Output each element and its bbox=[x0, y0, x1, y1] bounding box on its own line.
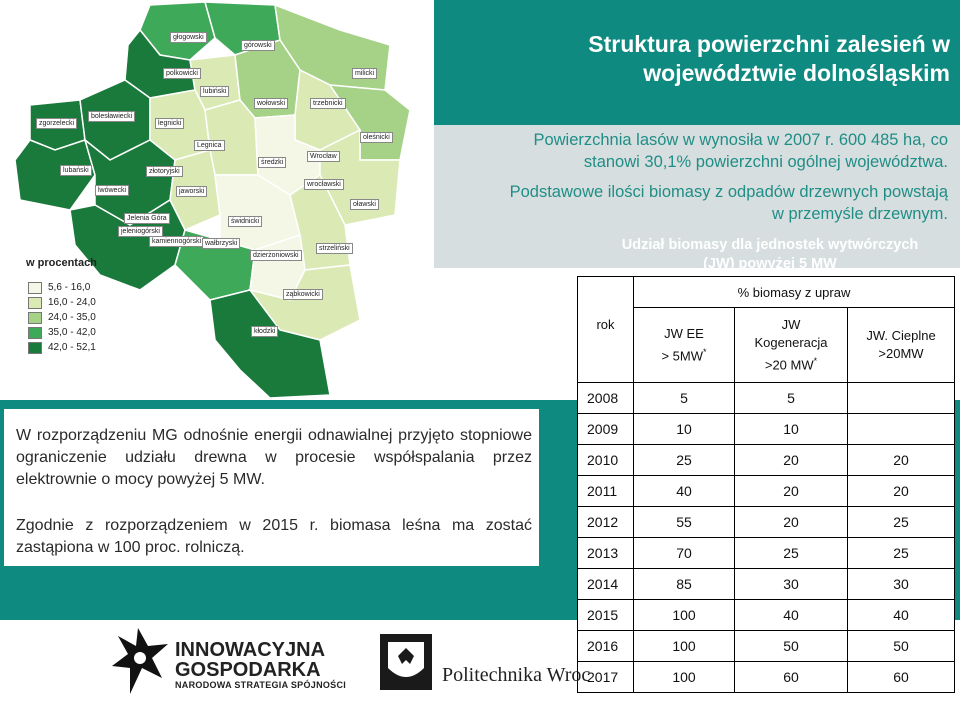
cell-kogeneracja: 60 bbox=[735, 662, 848, 693]
label-olawski: oławski bbox=[350, 199, 379, 210]
table-body bbox=[578, 383, 955, 693]
cell-kogeneracja: 30 bbox=[735, 569, 848, 600]
header-group: % biomasy z upraw bbox=[634, 277, 955, 308]
label-wolowski: wołowski bbox=[254, 98, 288, 109]
politechnika-logo-text: Politechnika Wroc bbox=[442, 664, 591, 686]
cell-cieplne: 60 bbox=[848, 662, 955, 693]
label-polkowicki: polkowicki bbox=[163, 68, 201, 79]
label-strzelinski: strzeliński bbox=[316, 243, 353, 254]
legend-swatch bbox=[28, 282, 42, 294]
cell-cieplne bbox=[848, 383, 955, 414]
label-glogowski: głogowski bbox=[170, 32, 207, 43]
label-legnicki: legnicki bbox=[155, 118, 184, 129]
inno-subtitle: NARODOWA STRATEGIA SPÓJNOŚCI bbox=[175, 680, 347, 690]
label-wroclawski: wrocławski bbox=[304, 179, 344, 190]
table-row bbox=[578, 445, 955, 476]
label-trzebnicki: trzebnicki bbox=[310, 98, 346, 109]
forest-cover-map bbox=[0, 0, 434, 398]
legend-swatch bbox=[28, 327, 42, 339]
label-lubinski: lubiński bbox=[200, 86, 229, 97]
cell-jw-ee: 100 bbox=[634, 600, 735, 631]
innovation-logo-text bbox=[175, 640, 325, 680]
cell-jw-ee: 40 bbox=[634, 476, 735, 507]
label-lwowecki: lwówecki bbox=[95, 185, 129, 196]
cell-kogeneracja: 25 bbox=[735, 538, 848, 569]
legend-swatch bbox=[28, 297, 42, 309]
table-row bbox=[578, 600, 955, 631]
header-kog-line-2: Kogeneracja bbox=[754, 334, 828, 350]
table-row bbox=[578, 631, 955, 662]
info-line-3: Podstawowe ilości biomasy z odpadów drzewnych powstają bbox=[509, 183, 948, 201]
cell-year: 2013 bbox=[578, 538, 634, 569]
label-sredzki: średzki bbox=[258, 157, 286, 168]
label-boleslawiecki: bolesławiecki bbox=[88, 111, 135, 122]
page-title bbox=[470, 30, 950, 88]
cell-jw-ee: 85 bbox=[634, 569, 735, 600]
cell-year: 2017 bbox=[578, 662, 634, 693]
cell-kogeneracja: 10 bbox=[735, 414, 848, 445]
header-cieplne-line-2: >20MW bbox=[878, 346, 924, 361]
table-row bbox=[578, 414, 955, 445]
legend-label: 16,0 - 24,0 bbox=[48, 297, 96, 308]
info-line-1: Powierzchnia lasów w wynosiła w 2007 r. 600 485 ha, co bbox=[533, 131, 948, 149]
politechnika-crest-icon bbox=[380, 634, 432, 690]
label-dzierzoniowski: dzierżoniowski bbox=[250, 250, 302, 261]
table-row bbox=[578, 662, 955, 693]
label-klodzki: kłodzki bbox=[251, 326, 278, 337]
cell-year: 2015 bbox=[578, 600, 634, 631]
header-jw-kogeneracja bbox=[735, 308, 848, 383]
cell-jw-ee: 55 bbox=[634, 507, 735, 538]
cell-jw-ee: 5 bbox=[634, 383, 735, 414]
cell-jw-ee: 10 bbox=[634, 414, 735, 445]
cell-year: 2011 bbox=[578, 476, 634, 507]
header-jw-cieplne bbox=[848, 308, 955, 383]
cell-cieplne: 20 bbox=[848, 476, 955, 507]
legend-label: 5,6 - 16,0 bbox=[48, 282, 91, 293]
inno-line-2: GOSPODARKA bbox=[175, 659, 321, 681]
cell-cieplne: 20 bbox=[848, 445, 955, 476]
cell-year: 2009 bbox=[578, 414, 634, 445]
inno-line-1: INNOWACYJNA bbox=[175, 639, 326, 661]
label-olesnicki: oleśnicki bbox=[360, 132, 393, 143]
cell-jw-ee: 100 bbox=[634, 631, 735, 662]
table-row bbox=[578, 569, 955, 600]
header-kog-line-1: JW bbox=[781, 316, 801, 332]
label-walbrzyski: wałbrzyski bbox=[202, 238, 240, 249]
title-line-1: Struktura powierzchni zalesień w bbox=[588, 31, 950, 57]
cell-year: 2010 bbox=[578, 445, 634, 476]
regulation-text-box bbox=[4, 409, 539, 566]
legend-title: w procentach bbox=[26, 257, 97, 269]
table-caption bbox=[585, 236, 955, 274]
cell-year: 2012 bbox=[578, 507, 634, 538]
table-caption-line-1: Udział biomasy dla jednostek wytwórczych bbox=[621, 237, 919, 253]
footnote-mark: * bbox=[813, 355, 818, 366]
cell-kogeneracja: 20 bbox=[735, 507, 848, 538]
cell-jw-ee: 100 bbox=[634, 662, 735, 693]
label-kamiennogorski: kamiennogórski bbox=[149, 236, 204, 247]
innovation-logo-icon bbox=[108, 626, 172, 698]
label-jeleniogorski: jeleniogórski bbox=[118, 226, 163, 237]
label-swidnicki: świdnicki bbox=[228, 216, 262, 227]
label-legnica: Legnica bbox=[194, 140, 225, 151]
title-line-2: województwie dolnośląskim bbox=[643, 60, 950, 86]
biomass-table bbox=[577, 276, 955, 693]
footnote-mark: * bbox=[703, 346, 707, 357]
cell-year: 2008 bbox=[578, 383, 634, 414]
footer-logos bbox=[100, 622, 591, 712]
cell-cieplne: 25 bbox=[848, 507, 955, 538]
legend-label: 42,0 - 52,1 bbox=[48, 342, 96, 353]
table-row bbox=[578, 507, 955, 538]
label-milicki: milicki bbox=[352, 68, 377, 79]
label-jaworski: jaworski bbox=[176, 186, 207, 197]
cell-cieplne bbox=[848, 414, 955, 445]
label-wroclaw: Wrocław bbox=[307, 151, 340, 162]
paragraph-2: Zgodnie z rozporządzeniem w 2015 r. biomasa leśna ma zostać zastąpiona w 100 proc. rolniczą. bbox=[16, 517, 532, 556]
legend-label: 24,0 - 35,0 bbox=[48, 312, 96, 323]
info-line-4: w przemyśle drzewnym. bbox=[771, 205, 948, 223]
cell-kogeneracja: 50 bbox=[735, 631, 848, 662]
cell-jw-ee: 25 bbox=[634, 445, 735, 476]
header-kog-line-3: >20 MW bbox=[764, 357, 814, 373]
paragraph-1: W rozporządzeniu MG odnośnie energii odnawialnej przyjęto stopniowe ograniczenie udziału drewna w procesie współspalania przez elektrownie o mocy powyżej 5 MW. bbox=[16, 427, 532, 488]
cell-kogeneracja: 20 bbox=[735, 476, 848, 507]
cell-kogeneracja: 5 bbox=[735, 383, 848, 414]
label-lubanski: lubański bbox=[60, 165, 92, 176]
cell-cieplne: 25 bbox=[848, 538, 955, 569]
cell-cieplne: 30 bbox=[848, 569, 955, 600]
legend-swatch bbox=[28, 342, 42, 354]
label-zlotoryjski: złotoryjski bbox=[146, 166, 183, 177]
cell-cieplne: 40 bbox=[848, 600, 955, 631]
cell-jw-ee: 70 bbox=[634, 538, 735, 569]
header-cieplne-line-1: JW. Cieplne bbox=[866, 328, 936, 343]
cell-kogeneracja: 40 bbox=[735, 600, 848, 631]
header-rok: rok bbox=[578, 277, 634, 383]
header-jw-ee-line-2: > 5MW bbox=[661, 348, 704, 364]
info-line-2: stanowi 30,1% powierzchni ogólnej województwa. bbox=[583, 153, 948, 171]
label-zabkowicki: ząbkowicki bbox=[283, 289, 323, 300]
cell-kogeneracja: 20 bbox=[735, 445, 848, 476]
table-caption-line-2: (JW) powyżej 5 MW bbox=[703, 256, 837, 272]
biomass-share-table bbox=[577, 276, 955, 693]
label-jelenia-gora: Jelenia Góra bbox=[124, 213, 170, 224]
cell-year: 2014 bbox=[578, 569, 634, 600]
header-jw-ee-line-1: JW EE bbox=[664, 325, 704, 341]
legend-swatch bbox=[28, 312, 42, 324]
header-jw-ee bbox=[634, 308, 735, 383]
cell-cieplne: 50 bbox=[848, 631, 955, 662]
table-row bbox=[578, 538, 955, 569]
table-row bbox=[578, 476, 955, 507]
legend-label: 35,0 - 42,0 bbox=[48, 327, 96, 338]
label-zgorzelecki: zgorzelecki bbox=[36, 118, 77, 129]
table-row bbox=[578, 383, 955, 414]
cell-year: 2016 bbox=[578, 631, 634, 662]
label-gorowski: górowski bbox=[241, 40, 275, 51]
